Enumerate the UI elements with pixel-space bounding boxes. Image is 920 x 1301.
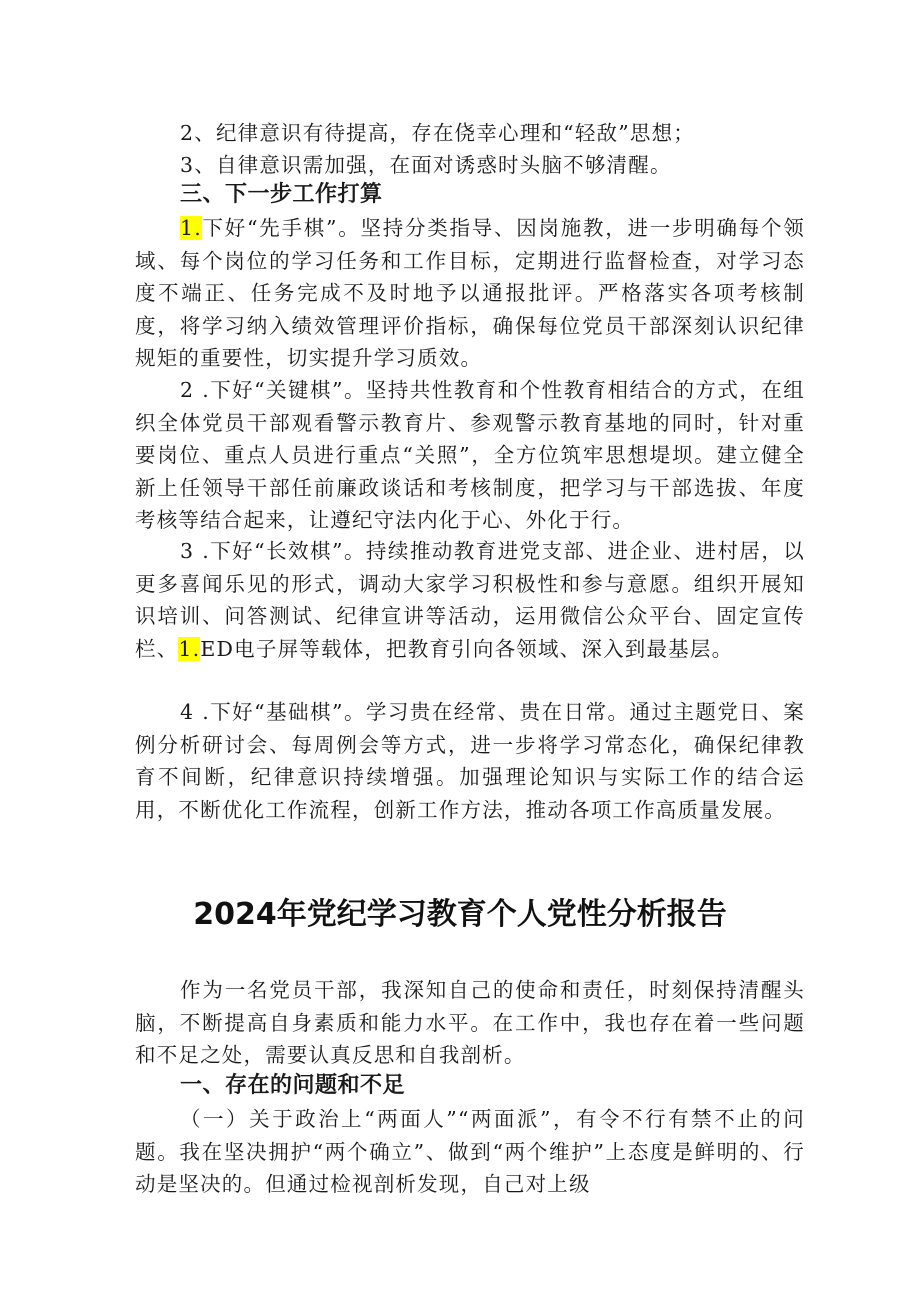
section-heading-problems: 一、存在的问题和不足: [180, 1073, 406, 1098]
plan-paragraph-3: [135, 535, 805, 665]
plan-paragraph-4: 4 .下好“基础棋”。学习贵在经常、贵在日常。通过主题党日、案例分析研讨会、每周例会等方式，进一步将学习常态化，确保纪律教育不间断，纪律意识持续增强。加强理论知识与实际工作的结合运用，不断优化工作流程，创新工作方法，推动各项工作高质量发展。: [135, 700, 805, 822]
plan-paragraph-3-text-b: ED电子屏等载体，把教育引向各领域、深入到最基层。: [200, 636, 734, 661]
subsection-1-paragraph: （一）关于政治上“两面人”“两面派”，有令不行有禁不止的问题。我在坚决拥护“两个确立”、做到“两个维护”上态度是鲜明的、行动是坚决的。但通过检视剖析发现，自己对上级: [135, 1107, 805, 1197]
plan-paragraph-3-text-a: 3 .下好“长效棋”。持续推动教育进党支部、进企业、进村居，以更多喜闻乐见的形式，调动大家学习积极性和参与意愿。组织开展知识培训、问答测试、纪律宣讲等活动，运用微信公众平台、固定宣传栏、: [135, 539, 805, 661]
report-intro: 作为一名党员干部，我深知自己的使命和责任，时刻保持清醒头脑，不断提高自身素质和能力水平。在工作中，我也存在着一些问题和不足之处，需要认真反思和自我剖析。: [135, 978, 805, 1068]
section-heading-next-steps: 三、下一步工作打算: [180, 182, 383, 207]
plan-paragraph-1-text: 下好“先手棋”。坚持分类指导、因岗施教，进一步明确每个领域、每个岗位的学习任务和工作目标，定期进行监督检查，对学习态度不端正、任务完成不及时地予以通报批评。严格落实各项考核制度，将学习纳入绩效管理评价指标，确保每位党员干部深刻认识纪律规矩的重要性，切实提升学习质效。: [135, 216, 805, 371]
report-title: 2024年党纪学习教育个人党性分析报告: [193, 897, 727, 932]
plan-paragraph-1: [135, 212, 805, 375]
list-item-3: 3、自律意识需加强，在面对诱惑时头脑不够清醒。: [180, 153, 672, 177]
list-item-2: 2、纪律意识有待提高，存在侥幸心理和“轻敌”思想；: [180, 121, 696, 145]
highlight-mark: 1.: [180, 216, 202, 240]
plan-paragraph-2: 2 .下好“关键棋”。坚持共性教育和个性教育相结合的方式，在组织全体党员干部观看警示教育片、参观警示教育基地的同时，针对重要岗位、重点人员进行重点“关照”，全方位筑牢思想堤坝。建立健全新上任领导干部任前廉政谈话和考核制度，把学习与干部选拔、年度考核等结合起来，让遵纪守法内化于心、外化于行。: [135, 378, 805, 533]
highlight-mark: 1.: [178, 636, 201, 661]
